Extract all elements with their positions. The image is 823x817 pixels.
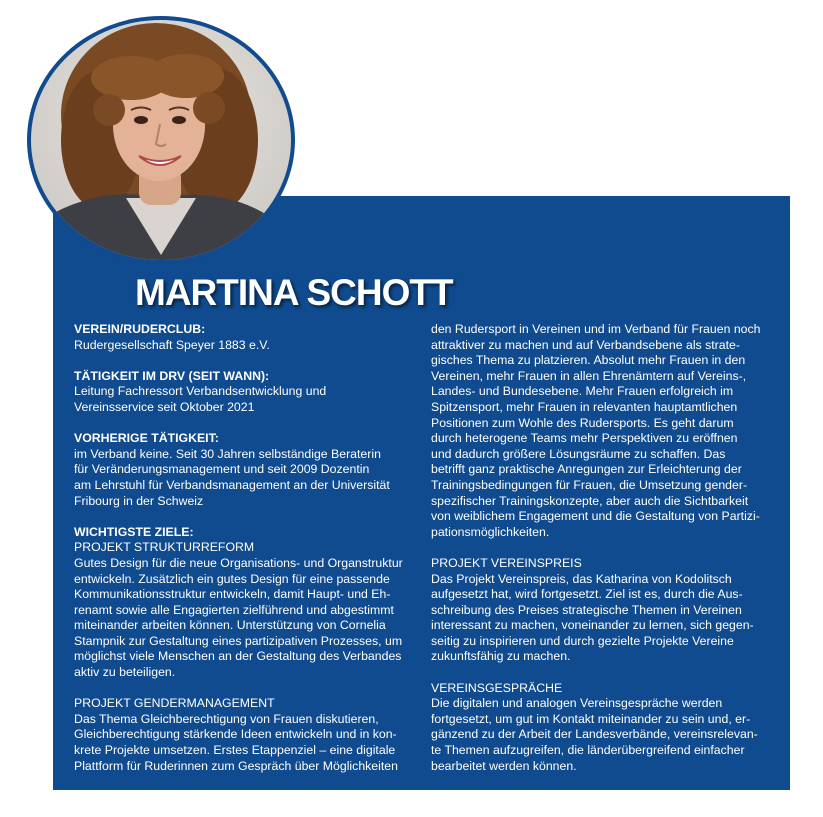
project-line: bearbeitet werden können. [431, 758, 577, 773]
continued-line: den Rudersport in Vereinen und im Verband für Frauen noch [431, 322, 761, 336]
continued-line: pationsmöglichkeiten. [431, 524, 550, 539]
previous-activity-line: für Veränderungsmanagement und seit 2009 Dozentin [74, 462, 370, 477]
previous-activity-line: am Lehrstuhl für Verbandsmanagement an der Universität [74, 477, 390, 492]
continued-line: Landes- und Bundesebene. Mehr Frauen erfolgreich im [431, 384, 734, 399]
project-line: Plattform für Ruderinnen zum Gespräch über Möglichkeiten [74, 758, 398, 773]
role-line: Leitung Fachressort Verbandsentwicklung und [74, 384, 327, 399]
project-line: schreibung des Preises strategische Themen in Vereinen [431, 602, 742, 617]
project-line: fortgesetzt, um gut im Kontakt miteinander zu sein und, er- [431, 711, 751, 726]
project-line: aktiv zu beteiligen. [74, 665, 176, 680]
continued-line: Vereinen, mehr Frauen in allen Ehrenämtern auf Vereins-, [431, 368, 747, 383]
previous-activity-line: Fribourg in der Schweiz [74, 493, 204, 508]
continued-line: Spitzensport, mehr Frauen in relevanten hauptamtlichen [431, 399, 738, 414]
club-label: VEREIN/RUDERCLUB: [74, 322, 206, 336]
goals-label: WICHTIGSTE ZIELE: [74, 524, 194, 539]
club-value: Rudergesellschaft Speyer 1883 e.V. [74, 337, 270, 352]
project-line: Die digitalen und analogen Vereinsgespräche werden [431, 696, 723, 711]
role-line: Vereinsservice seit Oktober 2021 [74, 399, 255, 414]
continued-line: attraktiver zu machen und auf Verbandsebene als strate- [431, 337, 740, 352]
project-line: zukunftsfähig zu machen. [431, 649, 571, 664]
project-line: Das Projekt Vereinspreis, das Katharina von Kodolitsch [431, 571, 732, 586]
project-line: gänzend zu der Arbeit der Landesverbände, vereinsrelevan- [431, 727, 758, 742]
project-title: PROJEKT VEREINSPREIS [431, 555, 582, 570]
left-column [74, 322, 419, 774]
project-title: VEREINSGESPRÄCHE [431, 680, 563, 695]
project-line: seitig zu inspirieren und durch gezielte Projekte Vereine [431, 633, 734, 648]
role-label: TÄTIGKEIT IM DRV (SEIT WANN): [74, 368, 270, 383]
continued-line: Positionen zum Wohle des Rudersports. Es geht darum [431, 415, 734, 430]
project-title: PROJEKT STRUKTURREFORM [74, 540, 255, 555]
continued-line: Trainingsbedingungen für Frauen, die Umsetzung gender- [431, 477, 748, 492]
continued-line: gisches Thema zu platzieren. Absolut mehr Frauen in den [431, 353, 746, 368]
project-line: Gutes Design für die neue Organisations- und Organstruktur [74, 555, 403, 570]
project-line: Gleichberechtigung stärkende Ideen entwickeln und in kon- [74, 727, 397, 742]
portrait-photo [31, 20, 291, 260]
project-line: möglichst viele Menschen an der Gestaltung des Verbandes [74, 649, 402, 664]
continued-line: von weiblichem Engagement und die Gestaltung von Partizi- [431, 509, 760, 524]
project-line: miteinander arbeiten können. Unterstützung von Cornelia [74, 618, 386, 633]
continued-line: spezifischer Trainingskonzepte, aber auch die Sichtbarkeit [431, 493, 749, 508]
continued-line: und dadurch größere Lösungsräume zu schaffen. Das [431, 446, 726, 461]
project-line: krete Projekte umsetzen. Erstes Etappenziel – eine digitale [74, 743, 396, 758]
person-name: MARTINA SCHOTT [135, 272, 453, 313]
project-line: interessant zu machen, voneinander zu lernen, sich gegen- [431, 618, 754, 633]
project-line: te Themen aufzugreifen, die länderübergreifend einfacher [431, 743, 745, 758]
project-line: Kommunikationsstruktur entwickeln, damit Haupt- und Eh- [74, 587, 391, 602]
continued-line: durch heterogene Teams mehr Perspektiven zu eröffnen [431, 431, 738, 446]
project-line: renamt sowie alle Engagierten zielführend und abgestimmt [74, 602, 394, 617]
previous-activity-line: im Verband keine. Seit 30 Jahren selbständige Beraterin [74, 446, 381, 461]
project-line: Das Thema Gleichberechtigung von Frauen diskutieren, [74, 711, 379, 726]
project-title: PROJEKT GENDERMANAGEMENT [74, 696, 275, 711]
project-line: aufgesetzt hat, wird fortgesetzt. Ziel ist es, durch die Aus- [431, 587, 743, 602]
previous-activity-label: VORHERIGE TÄTIGKEIT: [74, 431, 219, 446]
portrait-frame [27, 16, 295, 264]
continued-line: betrifft ganz praktische Anregungen zur Erleichterung der [431, 462, 742, 477]
project-line: entwickeln. Zusätzlich ein gutes Design für eine passende [74, 571, 390, 586]
right-column [431, 322, 776, 774]
project-line: Stampnik zur Gestaltung eines partizipativen Prozesses, um [74, 633, 403, 648]
